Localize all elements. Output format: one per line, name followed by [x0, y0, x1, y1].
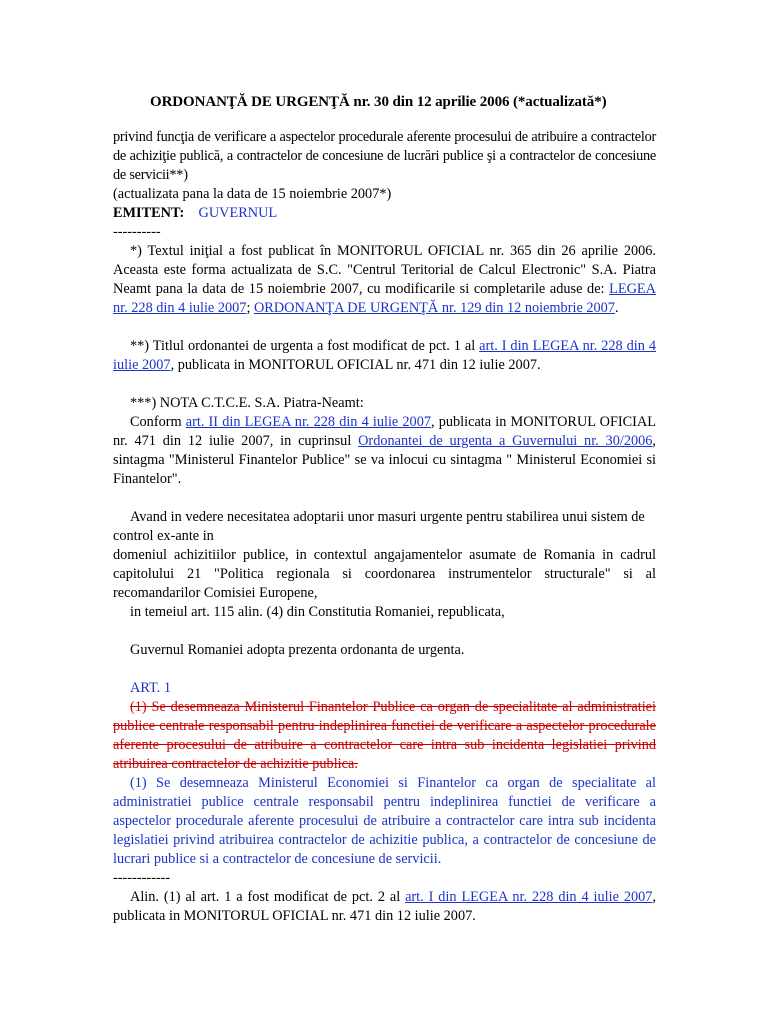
note2-text: **) Titlul ordonantei de urgenta a fost modificat de pct. 1 al	[130, 338, 480, 354]
note1-end: .	[614, 300, 619, 316]
modification-text-after: , publicata in MONITORUL OFICIAL nr. 471 din 12 iulie 2007.	[113, 889, 656, 924]
emitent-value: GUVERNUL	[198, 205, 278, 221]
link-oug-129[interactable]: ORDONANŢA DE URGENŢĂ nr. 129 din 12 noiembrie 2007	[253, 300, 615, 316]
note1-text: *) Textul iniţial a fost publicat în MONITORUL OFICIAL nr. 365 din 26 aprilie 2006. Aceasta este forma actualizata de S.C. "Centrul Teritorial de Calcul Electronic" S.A. Piatra Neamt pana la data de 15 noiembrie 2007, cu modificarile si completarile aduse de:	[113, 243, 656, 297]
note3-text-mid: , publicata in MONITORUL OFICIAL nr. 471 din 12 iulie 2007, in cuprinsul	[113, 414, 657, 449]
preamble-paragraph-1: Avand in vedere necesitatea adoptarii unor masuri urgente pentru stabilirea unui sistem de control ex-ante in	[113, 509, 645, 544]
link-oug-30-2006[interactable]: Ordonantei de urgenta a Guvernului nr. 30/2006	[358, 433, 653, 449]
document-subtitle: privind funcţia de verificare a aspectelor procedurale aferente procesului de atribuire a contractelor de achiziţie publică, a contractelor de concesiune de lucrări publice şi a contractelor de concesiune de servicii**)	[113, 129, 656, 183]
emitent-line	[113, 204, 656, 223]
note-title-modified	[113, 337, 656, 375]
article-1-separator: ------------	[113, 870, 171, 886]
preamble-paragraph-3: in temeiul art. 115 alin. (4) din Constitutia Romaniei, republicata,	[130, 604, 505, 620]
note2-text-after: , publicata in MONITORUL OFICIAL nr. 471 din 12 iulie 2007.	[170, 357, 541, 373]
updated-note: (actualizata pana la data de 15 noiembrie 2007*)	[113, 186, 392, 202]
link-art2-legea-228[interactable]: art. II din LEGEA nr. 228 din 4 iulie 2007	[185, 414, 432, 430]
note-ctce-text	[113, 413, 656, 489]
link-legea-228[interactable]: LEGEA nr. 228 din 4 iulie 2007	[113, 281, 656, 316]
emitent-label: EMITENT:	[113, 205, 185, 221]
preamble-paragraph-4: Guvernul Romaniei adopta prezenta ordonanta de urgenta.	[130, 642, 465, 658]
note1-separator: ;	[246, 300, 254, 316]
link-art1-legea-228-alin[interactable]: art. I din LEGEA nr. 228 din 4 iulie 2007	[405, 889, 653, 905]
note3-text-after: , sintagma "Ministerul Finantelor Publice" se va inlocui cu sintagma " Ministerul Economiei si Finantelor".	[113, 433, 656, 487]
article-1-heading: ART. 1	[130, 680, 171, 696]
article-1-deleted-text: (1) Se desemneaza Ministerul Finantelor Publice ca organ de specialitate al administratiei publice centrale responsabil pentru indeplinirea functiei de verificare a aspectelor procedurale aferente procesului de atribuire a contractelor care intra sub incidenta legislatiei privind atribuirea contractelor de achizitie publica.	[113, 699, 656, 772]
document-title: ORDONANŢĂ DE URGENŢĂ nr. 30 din 12 aprilie 2006 (*actualizată*)	[150, 94, 607, 110]
article-1-new-text: (1) Se desemneaza Ministerul Economiei si Finantelor ca organ de specialitate al administratiei publice centrale responsabil pentru indeplinirea functiei de verificare a aspectelor procedurale aferente procesului de atribuire a contractelor care intra sub incidenta legislatiei privind atribuirea contractelor de achizitie publica, a contractelor de concesiune de lucrari publice si a contractelor de concesiune de servicii.	[113, 775, 656, 867]
separator: ----------	[113, 224, 161, 240]
preamble-paragraph-2: domeniul achizitiilor publice, in contextul angajamentelor asumate de Romania in cadrul capitolului 21 "Politica regionala si coordonarea instrumentelor structurale" si al recomandarilor Comisiei Europene,	[113, 547, 656, 601]
note3-text: Conform	[130, 414, 186, 430]
note-ctce-heading: ***) NOTA C.T.C.E. S.A. Piatra-Neamt:	[130, 395, 364, 411]
article-1-modification-note	[113, 888, 656, 926]
document-body	[113, 128, 656, 926]
link-art1-legea-228[interactable]: art. I din LEGEA nr. 228 din 4 iulie 2007	[113, 338, 656, 373]
note-initial-text	[113, 242, 656, 318]
modification-text: Alin. (1) al art. 1 a fost modificat de pct. 2 al	[130, 889, 406, 905]
